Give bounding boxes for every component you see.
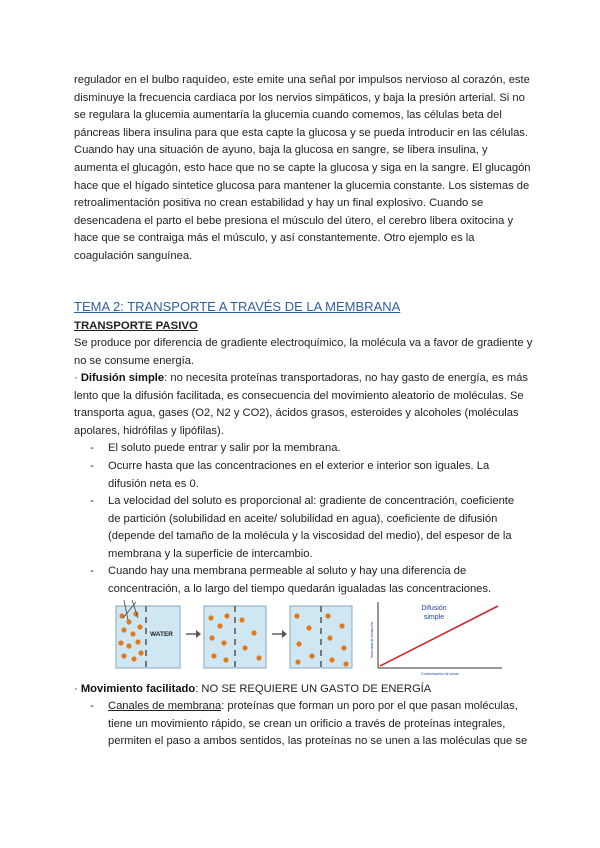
simple-diffusion-prefix: ·: [74, 372, 81, 384]
graph-title-line1: Difusión: [421, 605, 447, 612]
facilitated-prefix: ·: [74, 683, 81, 695]
channels-term: Canales de membrana: [108, 700, 222, 712]
diffusion-panel-equilibrium: [290, 606, 352, 668]
diffusion-figure-svg: [114, 598, 504, 676]
bullet-marker: -: [90, 565, 94, 577]
facilitated-paragraph: [74, 681, 534, 699]
passive-intro-paragraph: Se produce por diferencia de gradiente electroquímico, la molécula va a favor de gradiente y no se consume energía.: [74, 337, 533, 367]
diffusion-bullet-1: El soluto puede entrar y salir por la membrana.: [108, 442, 341, 454]
bullet-marker: -: [90, 700, 94, 712]
facilitated-term: Movimiento facilitado: [80, 683, 196, 695]
graph-x-label: Concentración de soluto: [421, 672, 459, 676]
diffusion-graph: [370, 602, 502, 676]
diffusion-panel-middle: [204, 606, 266, 668]
section-title: TEMA 2: TRANSPORTE A TRAVÉS DE LA MEMBRANA: [74, 299, 401, 314]
diffusion-bullet-4: Cuando hay una membrana permeable al soluto y hay una diferencia de concentración, a lo largo del tiempo quedarán igualadas las concentraciones.: [108, 565, 492, 595]
simple-diffusion-paragraph: [74, 370, 534, 440]
subsection-title: TRANSPORTE PASIVO: [74, 320, 198, 332]
diffusion-bullet-2: Ocurre hasta que las concentraciones en el exterior e interior son iguales. La difusión neta es 0.: [108, 460, 490, 490]
channels-text: : proteínas que forman un poro por el que pasan moléculas, tiene un movimiento rápido, se crean un orificio a través de proteínas integrales, permiten el paso a ambos sentidos, las proteínas no se unen a las moléculas que se: [108, 700, 528, 748]
simple-diffusion-text: : no necesita proteínas transportadoras, no hay gasto de energía, es más lento que la difusión facilitada, es consecuencia del movimiento aleatorio de moléculas. Se transporta agua, gases (O2, N2 y CO2), ácidos grasos, esteroides y alcoholes (moléculas apolares, hidrófilas y lipófilas).: [74, 372, 528, 437]
bullet-marker: -: [90, 442, 94, 454]
simple-diffusion-term: Difusión simple: [80, 372, 165, 384]
bullet-marker: -: [90, 495, 94, 507]
bullet-marker: -: [90, 460, 94, 472]
diffusion-panel-initial: [116, 600, 180, 668]
facilitated-text: : NO SE REQUIERE UN GASTO DE ENERGÍA: [195, 683, 432, 695]
graph-y-label: Velocidad de transporte: [370, 621, 374, 659]
intro-paragraph: regulador en el bulbo raquídeo, este emite una señal por impulsos nervioso al corazón, este disminuye la frecuencia cardiaca por los nervios simpáticos, y baja la presión arterial. Si no se regulara la glucemia aumentaría la glucemia cuando comemos, las células beta del páncreas libera insulina para que esta capte la glucosa y se pueda introducir en las células. Cuando hay una situación de ayuno, baja la glucosa en sangre, se libera insulina, y aumenta el glucagón, esto hace que no se capte la glucosa y siga en la sangre. El glucagón hace que el hígado sintetice glucosa para mantener la glucemia constante. Los sistemas de retroalimentación positiva no crean estabilidad y hay un final explosivo. Cuando se desencadena el parto el bebe presiona el músculo del útero, el cerebro libera oxitocina y hace que se contraiga más el músculo, y así constantemente. Otro ejemplo es la coagulación sanguínea.: [74, 74, 531, 262]
water-label: WATER: [150, 631, 173, 638]
diffusion-figure: [114, 598, 504, 676]
graph-title-line2: simple: [423, 614, 445, 621]
diffusion-bullet-3: La velocidad del soluto es proporcional al: gradiente de concentración, coeficiente de partición (solubilidad en aceite/ solubilidad en agua), coeficiente de difusión (depende del tamaño de la molécula y la viscosidad del medio), del espesor de la membrana y la superficie de intercambio.: [108, 495, 515, 560]
facilitated-bullet-1: [108, 698, 528, 751]
arrow-icon: [272, 630, 287, 638]
arrow-icon: [186, 630, 201, 638]
